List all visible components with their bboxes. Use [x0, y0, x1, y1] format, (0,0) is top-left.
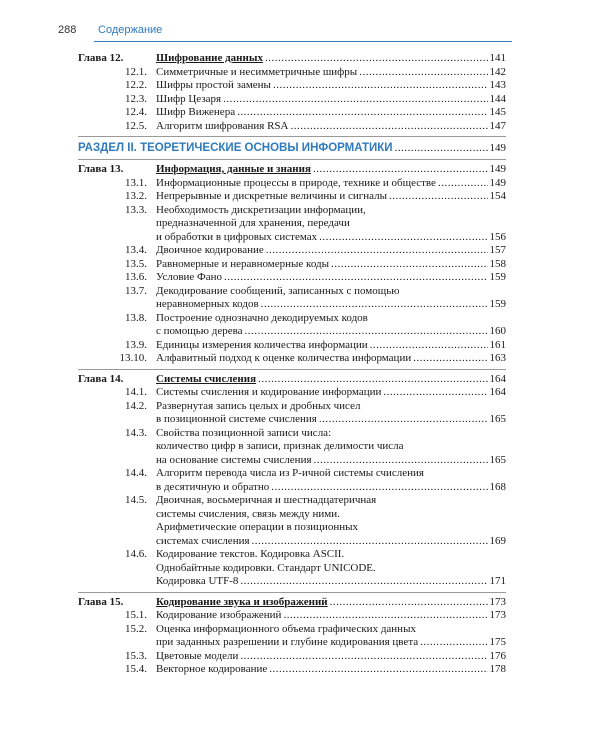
running-title: Содержание — [98, 24, 163, 36]
entry-number: 14.2. — [125, 399, 147, 412]
entry-page: 165 — [489, 413, 506, 425]
dot-leader — [261, 298, 488, 312]
dot-leader — [413, 352, 487, 366]
entry-title: Алгоритм шифрования RSA — [156, 119, 289, 132]
section-entry — [78, 79, 506, 93]
entry-number: 12.1. — [125, 65, 147, 78]
section-entry — [78, 427, 506, 441]
entry-title: предназначенной для хранения, передачи — [156, 217, 350, 229]
entry-text — [156, 650, 506, 664]
entry-title: при заданных разрешении и глубине кодирования цвета — [156, 636, 419, 648]
entry-title: Непрерывные и дискретные величины и сигналы — [156, 190, 388, 202]
part-heading — [78, 140, 506, 156]
entry-page: 164 — [489, 372, 506, 385]
entry-title: на основание системы счисления — [156, 453, 312, 466]
entry-page: 154 — [489, 190, 506, 202]
chapter-heading — [78, 596, 506, 610]
entry-text — [156, 271, 506, 285]
page-number: 288 — [58, 24, 77, 36]
entry-number: Глава 12. — [78, 52, 124, 64]
section-entry — [78, 481, 506, 495]
entry-page: 178 — [489, 663, 506, 675]
dot-leader — [331, 258, 488, 272]
section-entry — [78, 535, 506, 549]
section-entry — [78, 325, 506, 339]
entry-page: 171 — [489, 575, 506, 587]
dot-leader — [271, 481, 487, 495]
entry-text — [156, 521, 506, 535]
entry-text — [156, 481, 506, 495]
entry-number: 14.1. — [125, 386, 147, 398]
entry-text — [156, 298, 506, 312]
entry-number: 12.5. — [125, 119, 147, 132]
section-entry — [78, 386, 506, 400]
entry-page: 161 — [489, 338, 506, 351]
entry-title: Оценка информационного объема графических данных — [156, 622, 416, 635]
entry-text — [156, 454, 506, 468]
entry-page: 169 — [489, 534, 506, 547]
header-rule — [94, 41, 512, 42]
dot-leader — [330, 596, 488, 610]
entry-number: 13.2. — [125, 190, 147, 202]
entry-title: Кодирование изображений — [156, 609, 282, 621]
dot-leader — [223, 93, 487, 107]
entry-title: Равномерные и неравномерные коды — [156, 257, 329, 270]
entry-page: 142 — [489, 65, 506, 78]
entry-text — [156, 562, 506, 576]
section-entry — [78, 650, 506, 664]
entry-page: 157 — [489, 244, 506, 256]
section-entry — [78, 508, 506, 522]
page-header — [58, 22, 512, 42]
entry-title: Шифр Виженера — [156, 106, 236, 118]
entry-page: 163 — [489, 352, 506, 364]
entry-title: и обработки в цифровых системах — [156, 230, 318, 243]
dot-leader — [266, 244, 488, 258]
entry-text — [156, 575, 506, 589]
entry-number: 15.4. — [125, 663, 147, 675]
section-entry — [78, 204, 506, 218]
entry-title: Цветовые модели — [156, 649, 239, 662]
dot-leader — [319, 413, 488, 427]
entry-title: Информация, данные и знания — [156, 163, 311, 175]
section-entry — [78, 400, 506, 414]
entry-text — [156, 636, 506, 650]
entry-title: в десятичную и обратно — [156, 480, 270, 493]
entry-text — [156, 508, 506, 522]
entry-number: 14.3. — [125, 426, 147, 439]
entry-text — [156, 467, 506, 481]
section-entry — [78, 258, 506, 272]
entry-number: 13.1. — [125, 176, 147, 189]
section-entry — [78, 312, 506, 326]
section-entry — [78, 575, 506, 589]
dot-leader — [245, 325, 488, 339]
dot-leader — [359, 66, 487, 80]
chapter-divider — [78, 136, 506, 137]
chapter-heading — [78, 373, 506, 387]
entry-text — [156, 93, 506, 107]
dot-leader — [319, 231, 487, 245]
entry-number: Глава 13. — [78, 163, 124, 175]
section-entry — [78, 120, 506, 134]
entry-number: Глава 15. — [78, 595, 124, 608]
entry-number: 12.2. — [125, 79, 147, 91]
entry-number: 13.6. — [125, 271, 147, 283]
entry-page: 149 — [489, 176, 506, 189]
entry-text — [156, 427, 506, 441]
dot-leader — [265, 52, 488, 66]
section-entry — [78, 494, 506, 508]
entry-number: 12.3. — [125, 92, 147, 105]
entry-text — [156, 535, 506, 549]
section-entry — [78, 190, 506, 204]
entry-page: 159 — [489, 298, 506, 310]
dot-leader — [370, 339, 488, 353]
entry-title: Алфавитный подход к оценке количества информации — [156, 352, 412, 364]
entry-title: неравномерных кодов — [156, 298, 259, 310]
entry-title: Условие Фано — [156, 271, 223, 283]
entry-text — [156, 244, 506, 258]
entry-title: Свойства позиционной записи числа: — [156, 426, 332, 439]
entry-page: 164 — [489, 386, 506, 398]
section-entry — [78, 413, 506, 427]
entry-text — [156, 609, 506, 623]
entry-text — [156, 217, 506, 231]
entry-title: Алгоритм перевода числа из P-ичной системы счисления — [156, 467, 424, 479]
entry-page: 173 — [489, 595, 506, 608]
entry-title: Векторное кодирование — [156, 663, 268, 675]
entry-title: Кодировка UTF-8 — [156, 575, 239, 587]
dot-leader — [237, 106, 487, 120]
entry-text — [156, 596, 506, 610]
dot-leader — [258, 373, 487, 387]
entry-number: 13.10. — [119, 352, 147, 364]
entry-page: 159 — [489, 271, 506, 283]
entry-title: Шифр Цезаря — [156, 92, 222, 105]
chapter-divider — [78, 369, 506, 370]
entry-page: 173 — [489, 609, 506, 621]
dot-leader — [224, 271, 487, 285]
dot-leader — [240, 650, 487, 664]
entry-text — [156, 352, 506, 366]
entry-page: 156 — [489, 230, 506, 243]
entry-title: Необходимость дискретизации информации, — [156, 203, 366, 216]
entry-title: Построение однозначно декодируемых кодов — [156, 311, 368, 324]
entry-text — [156, 663, 506, 677]
dot-leader — [313, 163, 488, 177]
dot-leader — [269, 663, 487, 677]
dot-leader — [314, 454, 488, 468]
section-entry — [78, 271, 506, 285]
entry-number: 13.5. — [125, 257, 147, 270]
entry-text — [156, 79, 506, 93]
section-entry — [78, 562, 506, 576]
entry-title: Однобайтные кодировки. Стандарт UNICODE. — [156, 561, 376, 574]
entry-text — [156, 548, 506, 562]
entry-title: с помощью дерева — [156, 325, 243, 337]
section-entry — [78, 93, 506, 107]
entry-page: 175 — [489, 636, 506, 648]
entry-number: 14.5. — [125, 494, 147, 506]
dot-leader — [438, 177, 488, 191]
dot-leader — [389, 190, 487, 204]
entry-title: Двоичное кодирование — [156, 244, 264, 256]
entry-text — [156, 386, 506, 400]
entry-number: 15.1. — [125, 609, 147, 621]
entry-title: Двоичная, восьмеричная и шестнадцатеричная — [156, 494, 377, 506]
entry-number: 13.9. — [125, 338, 147, 351]
section-entry — [78, 217, 506, 231]
entry-title: системы счисления, связь между ними. — [156, 507, 340, 520]
entry-page: 165 — [489, 453, 506, 466]
entry-text — [156, 339, 506, 353]
entry-page: 160 — [489, 325, 506, 337]
section-entry — [78, 66, 506, 80]
chapter-divider — [78, 592, 506, 593]
entry-text — [156, 190, 506, 204]
entry-page: 149 — [489, 163, 506, 175]
entry-number: 15.3. — [125, 649, 147, 662]
entry-text — [156, 623, 506, 637]
entry-number: 13.3. — [125, 203, 147, 216]
section-entry — [78, 285, 506, 299]
entry-title: Кодирование звука и изображений — [156, 595, 328, 608]
section-entry — [78, 244, 506, 258]
entry-text — [156, 177, 506, 191]
entry-page: 144 — [489, 92, 506, 105]
section-entry — [78, 106, 506, 120]
entry-title: Единицы измерения количества информации — [156, 338, 368, 351]
table-of-contents — [78, 52, 506, 677]
entry-number: Глава 14. — [78, 372, 124, 385]
dot-leader — [420, 636, 487, 650]
entry-number: 13.7. — [125, 284, 147, 297]
entry-text — [156, 325, 506, 339]
entry-text — [156, 231, 506, 245]
entry-number: 13.4. — [125, 244, 147, 256]
section-entry — [78, 609, 506, 623]
part-page: 149 — [489, 142, 506, 154]
entry-title: Симметричные и несимметричные шифры — [156, 65, 358, 78]
entry-text — [156, 285, 506, 299]
entry-title: Арифметические операции в позиционных — [156, 521, 358, 533]
section-entry — [78, 521, 506, 535]
section-entry — [78, 623, 506, 637]
entry-page: 141 — [489, 52, 506, 64]
section-entry — [78, 467, 506, 481]
dot-leader — [240, 575, 487, 589]
section-entry — [78, 339, 506, 353]
section-entry — [78, 231, 506, 245]
entry-title: Системы счисления — [156, 372, 257, 385]
entry-title: Информационные процессы в природе, технике и обществе — [156, 176, 436, 189]
section-entry — [78, 663, 506, 677]
entry-text — [156, 440, 506, 454]
chapter-heading — [78, 163, 506, 177]
dot-leader — [283, 609, 487, 623]
entry-number: 15.2. — [125, 622, 147, 635]
entry-title: Шифрование данных — [156, 52, 263, 64]
dot-leader — [252, 535, 488, 549]
entry-title: в позиционной системе счисления — [156, 413, 317, 425]
entry-text — [156, 258, 506, 272]
entry-page: 145 — [489, 106, 506, 118]
entry-text — [156, 66, 506, 80]
chapter-heading — [78, 52, 506, 66]
entry-page: 176 — [489, 649, 506, 662]
entry-text — [156, 494, 506, 508]
entry-title: Развернутая запись целых и дробных чисел — [156, 399, 361, 412]
section-entry — [78, 440, 506, 454]
entry-title: количество цифр в записи, признак делимости числа — [156, 440, 404, 452]
section-entry — [78, 177, 506, 191]
entry-text — [156, 413, 506, 427]
entry-text — [156, 312, 506, 326]
chapter-divider — [78, 159, 506, 160]
section-entry — [78, 298, 506, 312]
entry-title: Декодирование сообщений, записанных с помощью — [156, 284, 400, 297]
section-entry — [78, 636, 506, 650]
entry-page: 158 — [489, 257, 506, 270]
entry-number: 13.8. — [125, 311, 147, 324]
dot-leader — [395, 140, 488, 156]
entry-title: Шифры простой замены — [156, 79, 271, 91]
entry-title: системах счисления — [156, 534, 250, 547]
dot-leader — [290, 120, 487, 134]
entry-number: 12.4. — [125, 106, 147, 118]
entry-title: Системы счисления и кодирование информации — [156, 386, 382, 398]
section-entry — [78, 454, 506, 468]
entry-text — [156, 204, 506, 218]
entry-text — [156, 163, 506, 177]
entry-page: 168 — [489, 480, 506, 493]
dot-leader — [383, 386, 487, 400]
entry-title: Кодирование текстов. Кодировка ASCII. — [156, 548, 345, 560]
entry-text — [156, 400, 506, 414]
entry-text — [156, 120, 506, 134]
dot-leader — [273, 79, 488, 93]
entry-text — [156, 52, 506, 66]
entry-text — [156, 373, 506, 387]
entry-number: 14.4. — [125, 467, 147, 479]
part-title: РАЗДЕЛ II. ТЕОРЕТИЧЕСКИЕ ОСНОВЫ ИНФОРМАТИКИ — [78, 142, 393, 154]
entry-page: 143 — [489, 79, 506, 91]
section-entry — [78, 352, 506, 366]
section-entry — [78, 548, 506, 562]
entry-text — [156, 106, 506, 120]
entry-number: 14.6. — [125, 548, 147, 560]
entry-page: 147 — [489, 119, 506, 132]
